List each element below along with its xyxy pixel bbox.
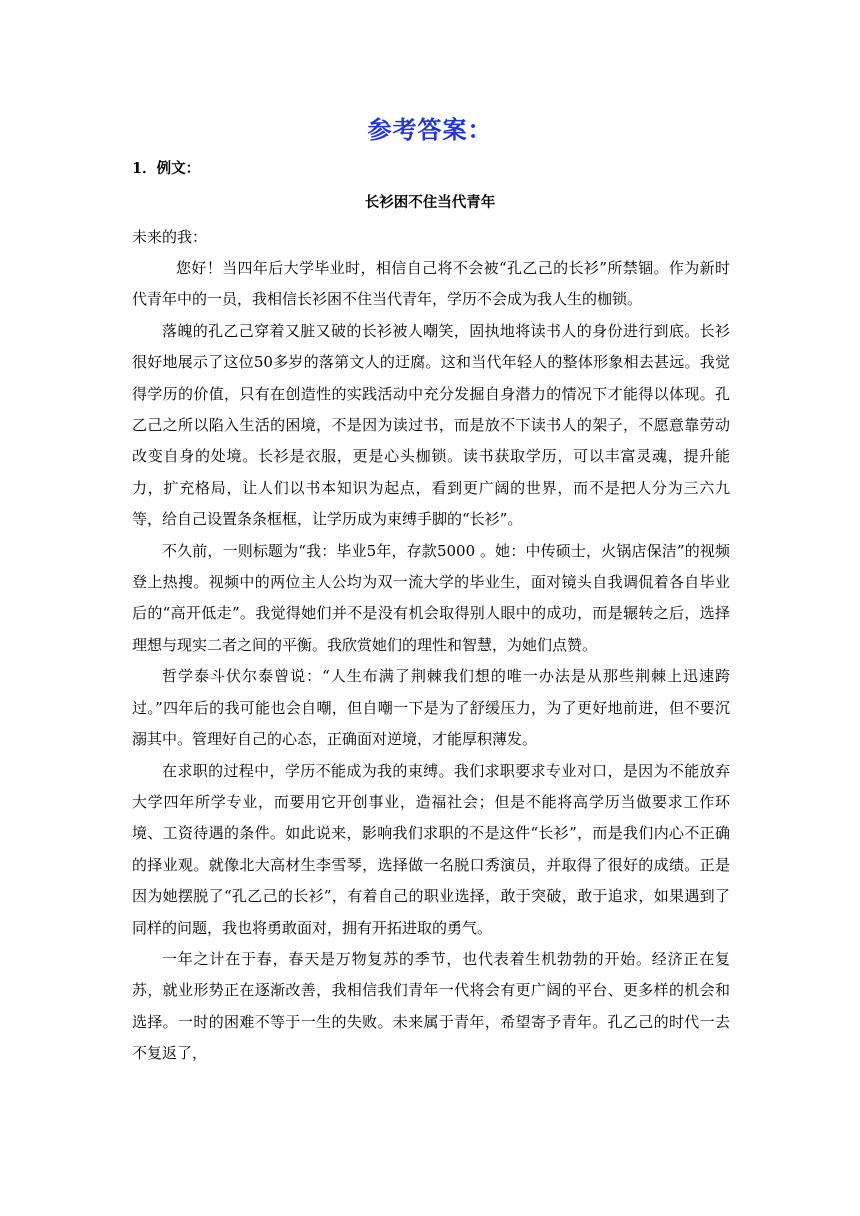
paragraph-4: 哲学泰斗伏尔泰曾说：“人生布满了荆棘我们想的唯一办法是从那些荆棘上迅速跨过。”四年后的我可能也会自嘲，但自嘲一下是为了舒缓压力，为了更好地前进，但不要沉溺其中。管理好自己的心态，正确面对逆境，才能厚积薄发。 — [132, 667, 730, 749]
paragraph-2: 落魄的孔乙己穿着又脏又破的长衫被人嘲笑，固执地将读书人的身份进行到底。长衫很好地展示了这位50多岁的落第文人的迂腐。这和当代年轻人的整体形象相去甚远。我觉得学历的价值，只有在创造性的实践活动中充分发掘自身潜力的情况下才能得以体现。孔乙己之所以陷入生活的困境，不是因为读过书，而是放不下读书人的架子，不愿意靠劳动改变自身的处境。长衫是衣服，更是心头枷锁。读书获取学历，可以丰富灵魂，提升能力，扩充格局，让人们以书本知识为起点，看到更广阔的世界，而不是把人分为三六九等，给自己设置条条框框，让学历成为束缚手脚的“长衫”。 — [132, 321, 730, 529]
paragraph-6: 一年之计在于春，春天是万物复苏的季节，也代表着生机勃勃的开始。经济正在复苏，就业形势正在逐渐改善，我相信我们青年一代将会有更广阔的平台、更多样的机会和选择。一时的困难不等于一生的失败。未来属于青年，希望寄予青年。孔乙己的时代一去不复返了， — [132, 949, 730, 1063]
essay-body — [132, 253, 730, 1070]
paragraph-3: 不久前，一则标题为“我：毕业5年，存款5000 。她：中传硕士，火锅店保洁”的视频登上热搜。视频中的两位主人公均为双一流大学的毕业生，面对镜头自我调侃着各自毕业后的“高开低走”。我觉得她们并不是没有机会取得别人眼中的成功，而是辗转之后，选择理想与现实二者之间的平衡。我欣赏她们的理性和智慧，为她们点赞。 — [132, 541, 730, 654]
paragraph-5: 在求职的过程中，学历不能成为我的束缚。我们求职要求专业对口，是因为不能放弃大学四年所学专业，而要用它开创事业，造福社会；但是不能将高学历当做要求工作环境、工资待遇的条件。如此说来，影响我们求职的不是这件“长衫”，而是我们内心不正确的择业观。就像北大高材生李雪琴，选择做一名脱口秀演员，并取得了很好的成绩。正是因为她摆脱了“孔乙己的长衫”，有着自己的职业选择，敢于突破，敢于追求，如果遇到了同样的问题，我也将勇敢面对，拥有开拓进取的勇气。 — [132, 761, 730, 937]
salutation: 未来的我： — [132, 228, 208, 246]
essay-title: 长衫困不住当代青年 — [364, 195, 496, 211]
answer-heading: 参考答案： — [367, 116, 493, 144]
question-label: 1．例文： — [132, 160, 201, 177]
paragraph-1: 您好！当四年后大学毕业时，相信自己将不会被“孔乙己的长衫”所禁锢。作为新时代青年中的一员，我相信长衫困不住当代青年，学历不会成为我人生的枷锁。 — [132, 259, 730, 309]
